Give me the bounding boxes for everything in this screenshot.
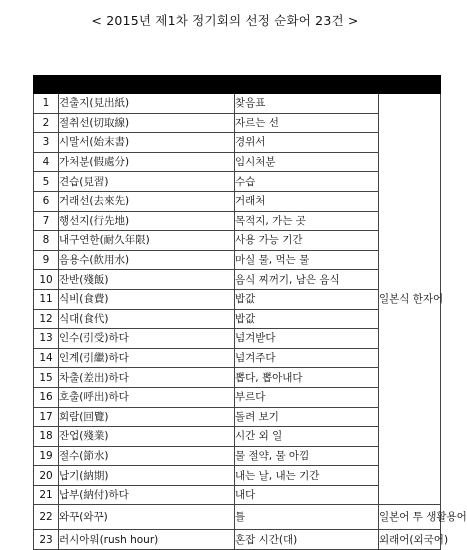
row-number: 17	[34, 407, 59, 427]
original-word: 인계(引繼)하다	[59, 348, 235, 368]
original-word: 납기(納期)	[59, 466, 235, 486]
original-word: 견출지(見出紙)	[59, 94, 235, 114]
refined-word: 수습	[235, 172, 379, 192]
refined-word: 마실 물, 먹는 물	[235, 250, 379, 270]
original-word: 식비(食費)	[59, 289, 235, 309]
refined-word: 음식 찌꺼기, 남은 음식	[235, 270, 379, 290]
original-word: 납부(納付)하다	[59, 485, 235, 505]
row-number: 2	[34, 113, 59, 133]
row-number: 1	[34, 94, 59, 114]
original-word: 호출(呼出)하다	[59, 387, 235, 407]
original-word: 절취선(切取線)	[59, 113, 235, 133]
row-number: 15	[34, 368, 59, 388]
original-word: 행선지(行先地)	[59, 211, 235, 231]
row-number: 6	[34, 191, 59, 211]
refined-word: 찾음표	[235, 94, 379, 114]
header-cell-original	[59, 76, 235, 94]
original-word: 거래선(去來先)	[59, 191, 235, 211]
row-number: 13	[34, 329, 59, 349]
original-word: 가처분(假處分)	[59, 152, 235, 172]
refined-word: 내는 날, 내는 기간	[235, 466, 379, 486]
row-number: 20	[34, 466, 59, 486]
original-word: 음용수(飮用水)	[59, 250, 235, 270]
refined-word: 경위서	[235, 133, 379, 153]
refined-word: 뽑다, 뽑아내다	[235, 368, 379, 388]
table-header-row	[34, 76, 441, 94]
original-word: 절수(節水)	[59, 446, 235, 466]
refined-word: 혼잡 시간(대)	[235, 530, 379, 550]
refined-word: 돌려 보기	[235, 407, 379, 427]
category-japanese-daily: 일본어 투 생활용어	[379, 505, 441, 530]
row-number: 22	[34, 505, 59, 530]
refined-word: 부르다	[235, 387, 379, 407]
row-number: 11	[34, 289, 59, 309]
refined-word: 밥값	[235, 309, 379, 329]
refined-word: 거래처	[235, 191, 379, 211]
original-word: 잔반(殘飯)	[59, 270, 235, 290]
row-number: 4	[34, 152, 59, 172]
row-number: 21	[34, 485, 59, 505]
refined-word: 목적지, 가는 곳	[235, 211, 379, 231]
header-cell-number	[34, 76, 59, 94]
row-number: 5	[34, 172, 59, 192]
refined-word: 내다	[235, 485, 379, 505]
refined-word: 넘겨받다	[235, 329, 379, 349]
table-row	[34, 505, 441, 530]
table-row	[34, 530, 441, 550]
original-word: 식대(食代)	[59, 309, 235, 329]
row-number: 7	[34, 211, 59, 231]
refined-word: 임시처분	[235, 152, 379, 172]
refined-word: 물 절약, 물 아낌	[235, 446, 379, 466]
row-number: 23	[34, 530, 59, 550]
original-word: 내구연한(耐久年限)	[59, 231, 235, 251]
original-word: 잔업(殘業)	[59, 427, 235, 447]
refined-word: 넘겨주다	[235, 348, 379, 368]
category-foreign: 외래어(외국어)	[379, 530, 441, 550]
refined-word: 자르는 선	[235, 113, 379, 133]
original-word: 러시아워(rush hour)	[59, 530, 235, 550]
original-word: 견습(見習)	[59, 172, 235, 192]
row-number: 12	[34, 309, 59, 329]
refined-words-table	[33, 75, 467, 550]
row-number: 10	[34, 270, 59, 290]
original-word: 시말서(始末書)	[59, 133, 235, 153]
document-title: < 2015년 제1차 정기회의 선정 순화어 23건 >	[91, 13, 359, 28]
row-number: 18	[34, 427, 59, 447]
refined-word: 시간 외 일	[235, 427, 379, 447]
original-word: 회람(回覽)	[59, 407, 235, 427]
refined-word: 사용 가능 기간	[235, 231, 379, 251]
header-cell-refined	[235, 76, 379, 94]
row-number: 3	[34, 133, 59, 153]
category-japanese-hanja: 일본식 한자어	[379, 94, 441, 505]
table-body	[34, 94, 467, 550]
original-word: 인수(引受)하다	[59, 329, 235, 349]
header-cell-category	[379, 76, 441, 94]
table-row	[34, 94, 441, 114]
row-number: 14	[34, 348, 59, 368]
original-word: 와꾸(와꾸)	[59, 505, 235, 530]
original-word: 차출(差出)하다	[59, 368, 235, 388]
row-number: 16	[34, 387, 59, 407]
refined-word: 틀	[235, 505, 379, 530]
row-number: 9	[34, 250, 59, 270]
row-number: 8	[34, 231, 59, 251]
refined-word: 밥값	[235, 289, 379, 309]
row-number: 19	[34, 446, 59, 466]
